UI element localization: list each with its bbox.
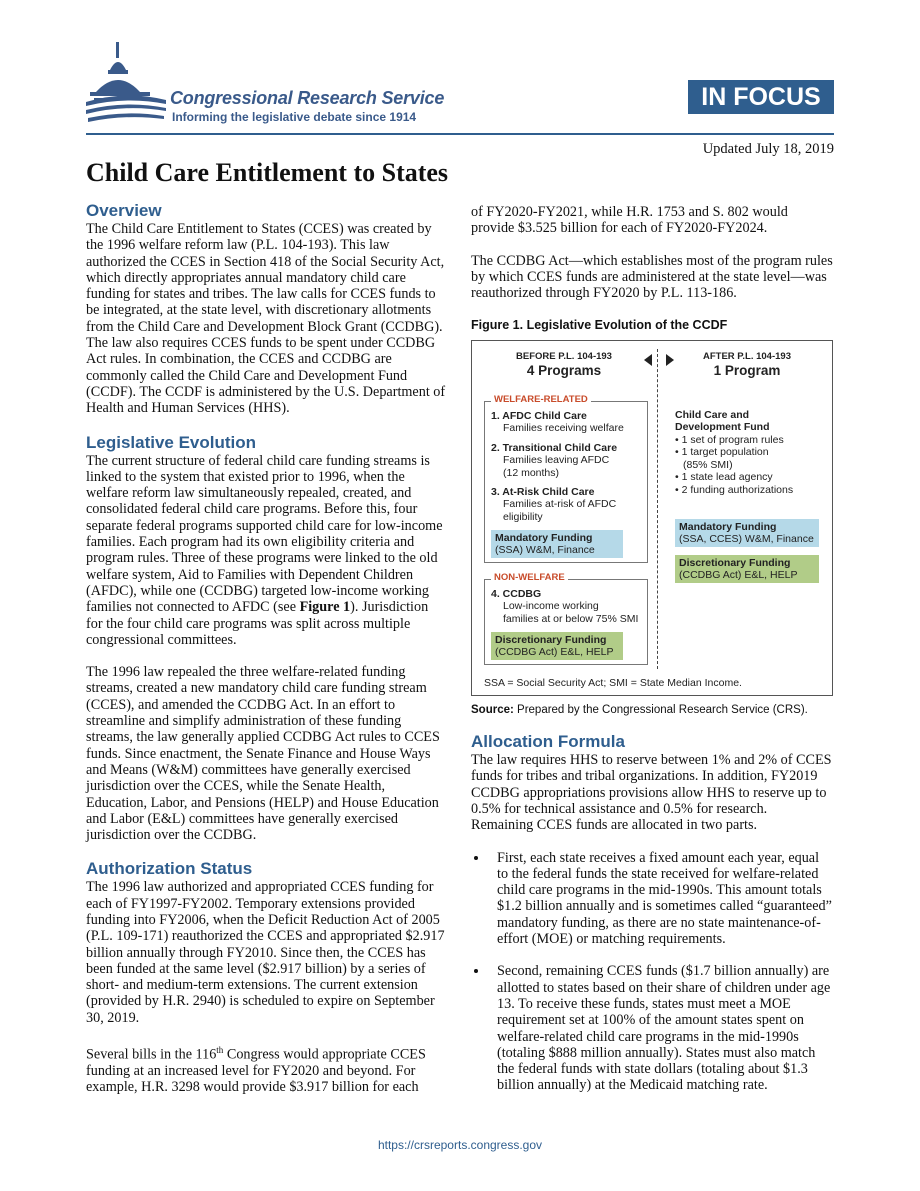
arrows-icon bbox=[644, 353, 674, 367]
program-transitional-title: 2. Transitional Child Care bbox=[491, 441, 618, 454]
list-item: • First, each state receives a fixed amount each year, equal to the federal funds the state received for welfare-related child care programs in the mid-1990s. This amount totals $1.2 billion annually and is sometimes called “guaranteed” mandatory funding, as there are no state maintenance-of-effort (MOE) or matching requirements. bbox=[489, 850, 833, 948]
non-welfare-group bbox=[484, 571, 648, 665]
left-column bbox=[86, 201, 448, 1112]
ordinal-suffix: th bbox=[216, 1045, 224, 1056]
mandatory-funding-after bbox=[675, 519, 819, 547]
page-header bbox=[0, 0, 920, 140]
authorization-text-a: Several bills in the 116 bbox=[86, 1046, 217, 1063]
program-transitional-desc-2: (12 months) bbox=[503, 466, 560, 479]
organization-tagline: Informing the legislative debate since 1914 bbox=[172, 110, 417, 124]
figure-diagram bbox=[471, 340, 833, 696]
program-ccdbg-desc-1: Low-income working bbox=[503, 600, 599, 613]
right-column bbox=[471, 204, 833, 1110]
organization-name: Congressional Research Service bbox=[170, 88, 445, 108]
ccdf-summary bbox=[675, 409, 825, 497]
figure-caption: Figure 1. Legislative Evolution of the CCDF bbox=[471, 318, 728, 333]
overview-paragraph: The Child Care Entitlement to States (CCES) was created by the 1996 welfare reform law (P.L. 104-193). This law authorized the CCES in Section 418 of the Social Security Act, which directly appropriates annual mandatory child care funding for states and tribes. The law calls for CCES funds to be integrated, at the state level, with discretionary allotments from the Child Care and Development Block Grant (CCDBG). The law also requires CCES funds to be spent under CCDBG Act rules. In combination, the CCES and CCDBG are commonly called the Child Care and Development Fund (CCDF). The CCDF is administered by the U.S. Department of Health and Human Services (HHS). bbox=[86, 221, 446, 417]
page-title: Child Care Entitlement to States bbox=[86, 158, 449, 187]
figure-reference: Figure 1 bbox=[299, 599, 351, 616]
mandatory-funding-before-title: Mandatory Funding bbox=[495, 531, 593, 544]
ccdf-bullet-rules: • 1 set of program rules bbox=[675, 433, 784, 446]
after-count: 1 Program bbox=[713, 363, 781, 379]
mandatory-funding-after-title: Mandatory Funding bbox=[679, 520, 777, 533]
program-ccdbg bbox=[491, 588, 638, 626]
legislative-paragraph-2: The 1996 law repealed the three welfare-related funding streams, created a new mandatory child care funding stream (CCES), and amended the CCDBG Act. In an effort to streamline and simplify administration of these funding streams, the law generally applied CCDBG Act rules to CCES funds. Since enactment, the Senate Finance and House Ways and Means (W&M) committees have generally exercised jurisdiction over the CCES, while the Senate Health, Education, Labor, and Pensions (HELP) and House Education and Labor (E&L) committees have generally exercised jurisdiction over the CCDBG. bbox=[86, 664, 440, 844]
program-ccdbg-desc-2: families at or below 75% SMI bbox=[503, 612, 639, 625]
source-text: Prepared by the Congressional Research Service (CRS). bbox=[513, 703, 808, 716]
authorization-paragraph-3: The CCDBG Act—which establishes most of the program rules by which CCES funds are administered at the state level—was reauthorized through FY2020 by P.L. 113-186. bbox=[471, 252, 833, 302]
allocation-list bbox=[471, 850, 833, 1094]
allocation-formula-heading: Allocation Formula bbox=[471, 732, 625, 752]
discretionary-funding-before-title: Discretionary Funding bbox=[495, 633, 607, 646]
footer-url[interactable]: https://crsreports.congress.gov bbox=[377, 1138, 543, 1152]
mandatory-funding-before bbox=[491, 530, 623, 558]
non-welfare-label: NON-WELFARE bbox=[491, 572, 568, 585]
authorization-text-b: Congress would appropriate CCES funding at an increased level for FY2020 and beyond. For example, H.R. 3298 would provide $3.917 billion for each bbox=[86, 1046, 426, 1096]
dashed-divider bbox=[657, 349, 658, 669]
program-afdc bbox=[491, 410, 624, 435]
discretionary-funding-after bbox=[675, 555, 819, 583]
legislative-text-a: The current structure of federal child care funding streams is linked to the system that existed prior to 1996, when the welfare reform law simultaneously repealed, created, and consolidated federal child care programs. Before this, four separate federal programs supported child care for low-income families. Each program had its own eligibility criteria and program rules. Three of these programs were linked to the old welfare system, Aid to Families with Dependent Children (AFDC), while one (CCDBG) targeted low-income working families not connected to AFDC (see bbox=[86, 452, 443, 616]
discretionary-funding-after-desc: (CCDBG Act) E&L, HELP bbox=[679, 568, 798, 581]
mandatory-funding-after-desc: (SSA, CCES) W&M, Finance bbox=[679, 532, 814, 545]
program-at-risk bbox=[491, 486, 616, 524]
program-afdc-title: 1. AFDC Child Care bbox=[491, 409, 587, 422]
legislative-text-b: ). Jurisdiction for the four child care programs was split across multiple congressional committees. bbox=[86, 599, 429, 648]
overview-heading: Overview bbox=[86, 201, 162, 220]
welfare-related-label: WELFARE-RELATED bbox=[491, 394, 591, 407]
discretionary-funding-before bbox=[491, 632, 623, 660]
authorization-paragraph-2-continued: of FY2020-FY2021, while H.R. 1753 and S. 802 would provide $3.525 billion for each of FY2020-FY2024. bbox=[471, 204, 788, 237]
header-rule bbox=[86, 133, 834, 135]
program-transitional-desc-1: Families leaving AFDC bbox=[503, 454, 610, 467]
discretionary-funding-before-desc: (CCDBG Act) E&L, HELP bbox=[495, 645, 614, 658]
source-label: Source: bbox=[471, 703, 514, 716]
program-at-risk-title: 3. At-Risk Child Care bbox=[491, 485, 595, 498]
ccdf-bullet-agency: • 1 state lead agency bbox=[675, 471, 773, 484]
allocation-paragraph: The law requires HHS to reserve between 1% and 2% of CCES funds for tribes and tribal organizations. In addition, FY2019 CCDBG appropriations provisions allow HHS to reserve up to 0.5% for technical assistance and 0.5% for research. Remaining CCES funds are allocated in two parts. bbox=[471, 752, 832, 834]
in-focus-badge: IN FOCUS bbox=[688, 80, 834, 114]
ccdf-bullet-population: • 1 target population bbox=[675, 446, 769, 459]
before-header bbox=[494, 351, 634, 378]
after-header bbox=[677, 351, 817, 378]
program-afdc-desc: Families receiving welfare bbox=[503, 422, 624, 435]
ccdf-bullet-population-detail: (85% SMI) bbox=[683, 458, 733, 471]
program-at-risk-desc-1: Families at-risk of AFDC bbox=[503, 498, 617, 511]
ccdf-bullet-funding: • 2 funding authorizations bbox=[675, 483, 794, 496]
program-at-risk-desc-2: eligibility bbox=[503, 510, 543, 523]
after-label: AFTER P.L. 104-193 bbox=[702, 350, 791, 362]
figure-footnote: SSA = Social Security Act; SMI = State Median Income. bbox=[484, 676, 742, 689]
authorization-paragraph-2 bbox=[86, 1042, 448, 1096]
discretionary-funding-after-title: Discretionary Funding bbox=[679, 556, 791, 569]
authorization-status-heading: Authorization Status bbox=[86, 859, 253, 879]
figure-source bbox=[471, 702, 833, 718]
ccdf-title-2: Development Fund bbox=[675, 421, 770, 434]
program-ccdbg-title: 4. CCDBG bbox=[491, 587, 542, 600]
list-item: • Second, remaining CCES funds ($1.7 billion annually) are allotted to states based on their share of children under age 13. To receive these funds, states must meet a MOE requirement set at 100% of the amount states spent on welfare-related child care programs in the mid-1990s (totaling $888 million annually). States must also match the federal funds with state dollars (totaling about $1.3 billion annually) at the Medicaid matching rate. bbox=[489, 963, 833, 1093]
capitol-dome-logo-icon bbox=[86, 40, 166, 130]
ccdf-title-1: Child Care and bbox=[675, 408, 750, 421]
mandatory-funding-before-desc: (SSA) W&M, Finance bbox=[495, 543, 595, 556]
program-transitional bbox=[491, 442, 617, 480]
legislative-paragraph-1 bbox=[86, 453, 448, 649]
updated-date: Updated July 18, 2019 bbox=[702, 141, 834, 157]
welfare-related-group bbox=[484, 393, 648, 563]
before-label: BEFORE P.L. 104-193 bbox=[516, 350, 612, 362]
authorization-paragraph-1: The 1996 law authorized and appropriated CCES funding for each of FY1997-FY2002. Temporary extensions provided funding into FY2006, when the Deficit Reduction Act of 2005 (P.L. 109-171) reauthorized the CCES and appropriated $2.917 billion annually through FY2010. Since then, the CCES has been funded at the same level ($2.917 billion) by a series of short- and medium-term extensions. The current extension (provided by H.R. 2940) is scheduled to expire on September 30, 2019. bbox=[86, 879, 445, 1026]
legislative-evolution-heading: Legislative Evolution bbox=[86, 432, 257, 452]
before-count: 4 Programs bbox=[526, 363, 602, 379]
